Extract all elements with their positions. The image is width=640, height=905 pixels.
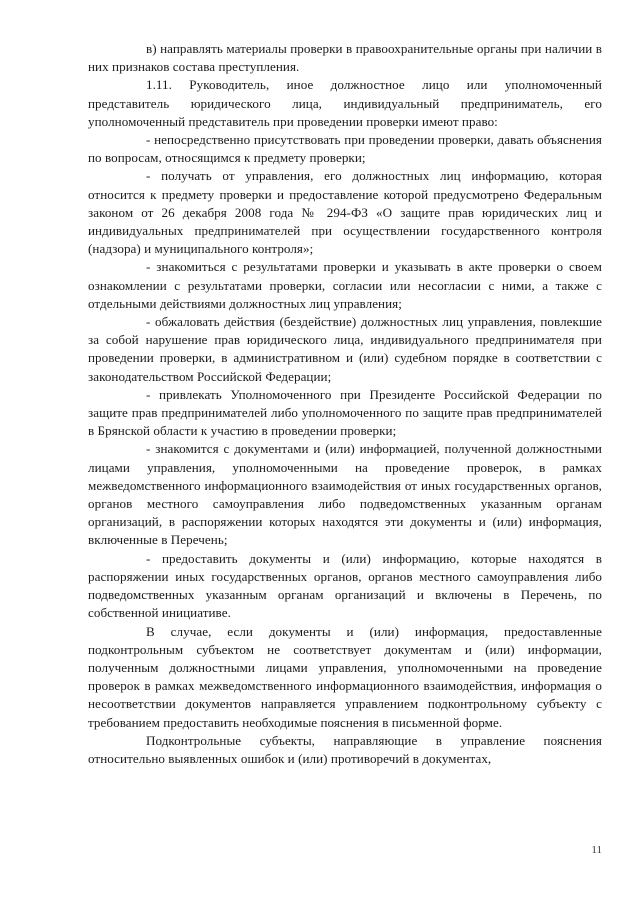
paragraph-right-receive-info: - получать от управления, его должностных лиц информацию, которая относится к предмету проверки и предоставление которой предусмотрено Федеральным законом от 26 декабря 2008 года № 294-ФЗ «О защите прав юридических лиц и индивидуальных предпринимателей при осуществлении государственного контроля (надзора) и муниципального контроля»;: [88, 168, 602, 257]
paragraph-explanations: Подконтрольные субъекты, направляющие в управление пояснения относительно выявленных ошибок и (или) противоречий в документах,: [88, 732, 602, 766]
paragraph-mismatch-case: В случае, если документы и (или) информация, предоставленные подконтрольным субъектом не соответствует документам и (или) информации, полученным должностными лицами управления, уполномоченными на проведение проверок в рамках межведомственного информационного взаимодействия, информация о несоответствии документов направляется управлением подконтрольному субъекту с требованием предоставить необходимые пояснения в письменной форме.: [88, 623, 602, 730]
paragraph-right-provide-documents: - предоставить документы и (или) информацию, которые находятся в распоряжении иных государственных органов, органов местного самоуправления либо подведомственных указанным органам организаций и включены в Перечень, по собственной инициативе.: [88, 550, 602, 621]
paragraph-right-review-results: - знакомиться с результатами проверки и указывать в акте проверки о своем ознакомлении с результатами проверки, согласии или несогласии с ними, а также с отдельными действиями должностных лиц управления;: [88, 259, 602, 311]
paragraph-right-ombudsman: - привлекать Уполномоченного при Президенте Российской Федерации по защите прав предпринимателей либо уполномоченного по защите прав предпринимателей в Брянской области к участию в проведении проверки;: [88, 386, 602, 439]
paragraph-right-review-documents: - знакомится с документами и (или) информацией, полученной должностными лицами управления, уполномоченными на проведение проверок, в рамках межведомственного информационного взаимодействия от иных государственных органов, органов местного самоуправления либо подведомственных указанным органам организаций, в распоряжении которых находятся эти документы и (или) информация, включенные в Перечень;: [88, 441, 602, 548]
page-number: 11: [591, 844, 602, 856]
document-body: [88, 40, 602, 768]
paragraph-clause-1-11: 1.11. Руководитель, иное должностное лицо или уполномоченный представитель юридического лица, индивидуальный предприниматель, его уполномоченный представитель при проведении проверки имеют право:: [88, 77, 602, 129]
paragraph-item-v: в) направлять материалы проверки в правоохранительные органы при наличии в них признаков состава преступления.: [88, 41, 602, 75]
paragraph-right-appeal: - обжаловать действия (бездействие) должностных лиц управления, повлекшие за собой нарушение прав юридического лица, индивидуального предпринимателя при проведении проверки, в административном и (или) судебном порядке в соответствии с законодательством Российской Федерации;: [88, 314, 602, 384]
paragraph-right-attend: - непосредственно присутствовать при проведении проверки, давать объяснения по вопросам, относящимся к предмету проверки;: [88, 132, 602, 166]
